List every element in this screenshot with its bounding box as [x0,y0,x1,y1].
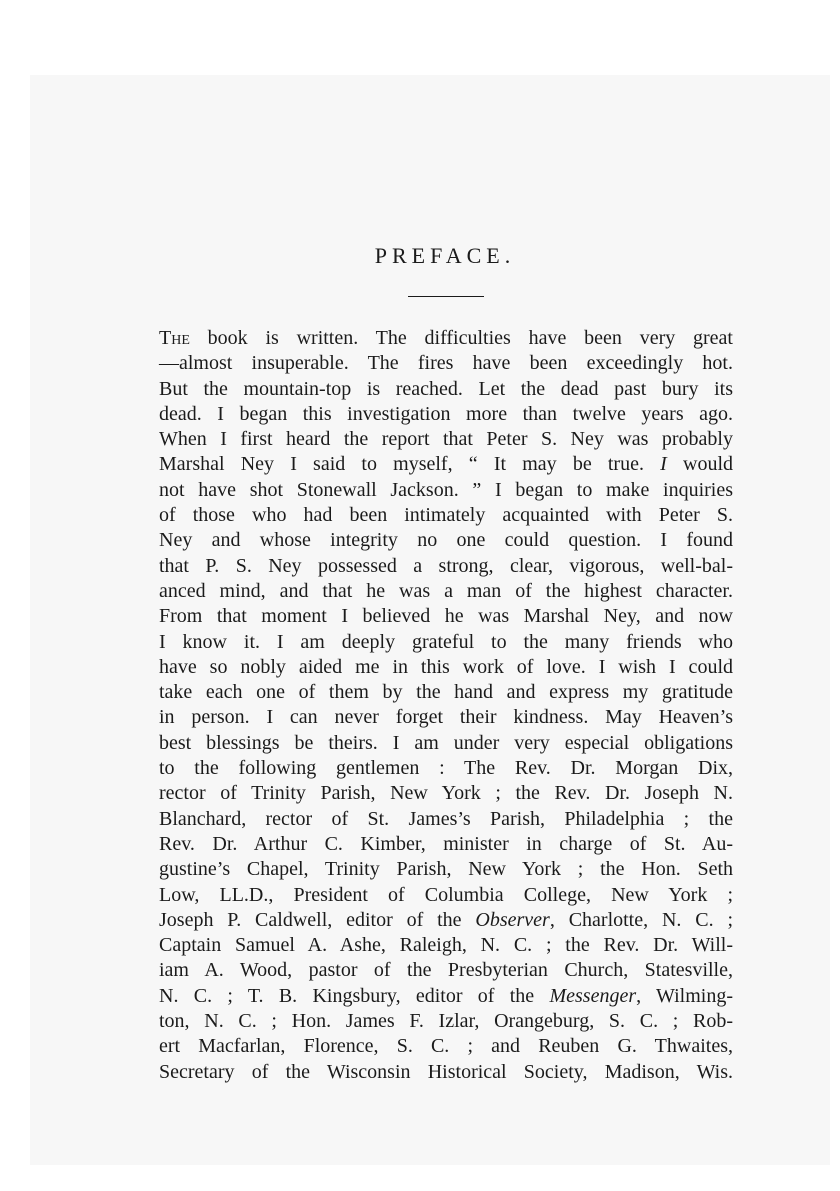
text-line [159,402,733,427]
text-segment: best blessings be theirs. I am under very especial obligations [159,731,733,754]
text-segment: take each one of them by the hand and express my gratitude [159,681,733,704]
text-line [159,680,733,705]
text-segment: ert Macfarlan, Florence, S. C. ; and Reuben G. Thwaites, [159,1035,733,1058]
text-segment: anced mind, and that he was a man of the highest character. [159,579,733,602]
text-line [159,933,733,958]
text-line [159,857,733,882]
text-line [159,781,733,806]
text-segment: N. C. ; T. B. Kingsbury, editor of the [159,984,550,1007]
text-segment: From that moment I believed he was Marshal Ney, and now [159,605,733,628]
text-line [159,883,733,908]
text-segment: Rev. Dr. Arthur C. Kimber, minister in charge of St. Au- [159,832,733,855]
text-segment: But the mountain-top is reached. Let the dead past bury its [159,377,733,400]
text-segment: , Wilming- [636,984,733,1007]
text-line [159,655,733,680]
text-line [159,908,733,933]
text-segment: The [159,327,190,349]
text-segment: When I first heard the report that Peter S. Ney was probably [159,428,733,451]
text-line [159,731,733,756]
text-segment: have so nobly aided me in this work of love. I wish I could [159,655,733,678]
text-segment: Marshal Ney I said to myself, “ It may be true. [159,453,661,476]
text-line [159,1060,733,1085]
text-line [159,807,733,832]
text-segment: Messenger [549,984,637,1007]
page-title: PREFACE. [374,243,516,268]
text-segment: Low, LL.D., President of Columbia College, New York ; [159,883,733,906]
text-line [159,958,733,983]
text-segment: dead. I began this investigation more than twelve years ago. [159,402,733,425]
text-segment: Observer [475,908,550,931]
text-line [159,832,733,857]
text-line [159,326,733,351]
text-segment: rector of Trinity Parish, New York ; the Rev. Dr. Joseph N. [159,782,733,805]
text-segment: —almost insuperable. The fires have been exceedingly hot. [159,352,733,375]
text-line [159,1009,733,1034]
text-segment: iam A. Wood, pastor of the Presbyterian Church, Statesville, [159,959,733,982]
text-line [159,756,733,781]
text-segment: book is written. The difficulties have been very great [189,327,733,349]
text-line [159,1034,733,1059]
text-segment: of those who had been intimately acquainted with Peter S. [159,504,733,527]
text-line [159,478,733,503]
text-line [159,528,733,553]
text-segment: , Charlotte, N. C. ; [549,908,734,931]
text-line [159,705,733,730]
text-segment: that P. S. Ney possessed a strong, clear, vigorous, well-bal- [159,554,733,577]
text-segment: in person. I can never forget their kindness. May Heaven’s [159,706,733,729]
text-segment: I know it. I am deeply grateful to the many friends who [159,630,733,653]
text-line [159,427,733,452]
preface-body [159,326,733,1085]
text-segment: Captain Samuel A. Ashe, Raleigh, N. C. ; the Rev. Dr. Will- [159,934,733,957]
text-segment: gustine’s Chapel, Trinity Parish, New York ; the Hon. Seth [159,858,733,881]
text-segment: Secretary of the Wisconsin Historical Society, Madison, Wis. [159,1060,733,1083]
text-line [159,452,733,477]
text-segment: not have shot Stonewall Jackson. ” I began to make inquiries [159,478,733,501]
text-line [159,579,733,604]
text-line [159,604,733,629]
text-segment: to the following gentlemen : The Rev. Dr. Morgan Dix, [159,757,733,780]
title-rule [408,296,484,297]
text-segment: ton, N. C. ; Hon. James F. Izlar, Orangeburg, S. C. ; Rob- [159,1010,733,1033]
text-segment: Joseph P. Caldwell, editor of the [159,908,476,931]
text-line [159,630,733,655]
text-line [159,554,733,579]
text-segment: Blanchard, rector of St. James’s Parish, Philadelphia ; the [159,807,733,830]
text-line [159,984,733,1009]
text-line [159,503,733,528]
text-segment: would [666,453,734,476]
text-segment: Ney and whose integrity no one could question. I found [159,529,733,552]
text-segment: I [660,453,667,476]
text-line [159,377,733,402]
text-line [159,351,733,376]
